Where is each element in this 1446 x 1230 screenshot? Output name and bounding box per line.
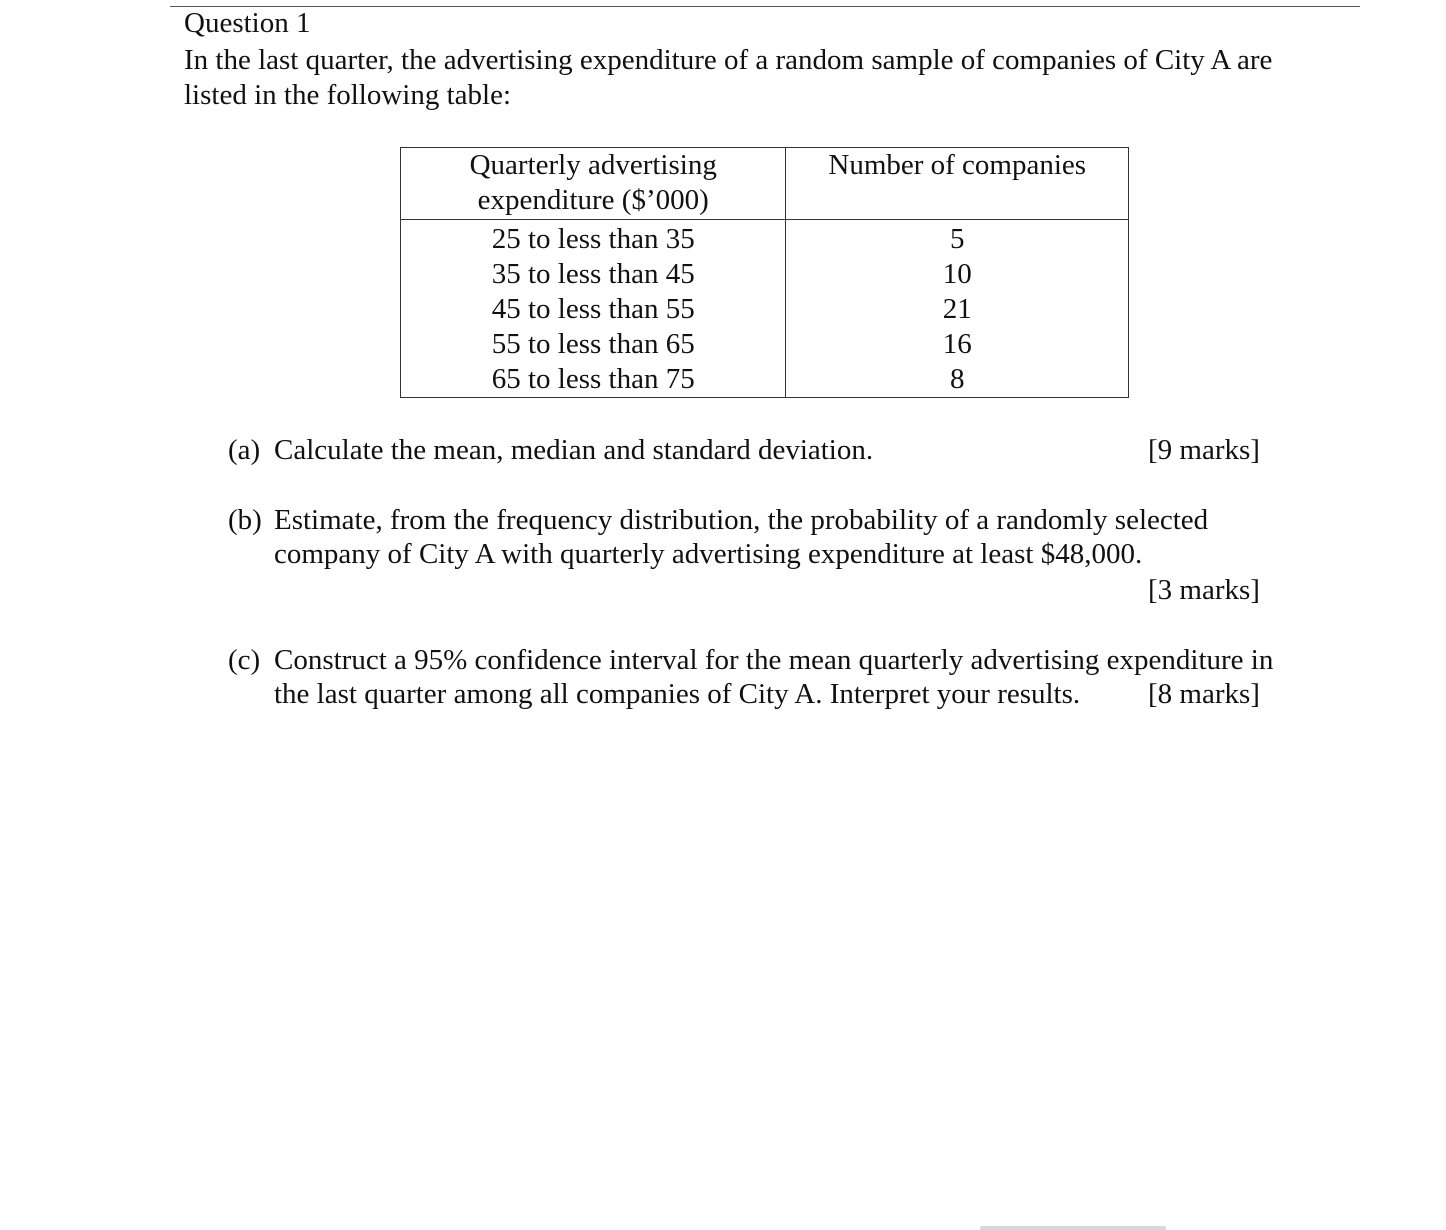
part-a-marks: [9 marks] [1148,434,1260,466]
header-expenditure [401,148,786,220]
table-row [401,292,1129,327]
header-expenditure-line-2: expenditure ($’000) [477,184,709,216]
table-row [401,257,1129,292]
count-cell: 21 [786,292,1129,327]
count-cell: 8 [786,362,1129,398]
part-b-marks: [3 marks] [1148,574,1260,606]
range-cell: 25 to less than 35 [401,220,786,258]
part-b-line-1: Estimate, from the frequency distribution, the probability of a randomly selected [274,504,1209,536]
question-intro [184,43,1346,113]
header-company-count: Number of companies [786,148,1129,220]
table-row [401,220,1129,258]
part-c-line-1: Construct a 95% confidence interval for the mean quarterly advertising expenditure in [274,644,1274,676]
table-header-row [401,148,1129,220]
intro-line-2: listed in the following table: [184,79,512,111]
range-cell: 35 to less than 45 [401,257,786,292]
table-row [401,327,1129,362]
count-cell: 10 [786,257,1129,292]
top-divider [170,6,1360,7]
header-expenditure-line-1: Quarterly advertising [469,149,717,181]
range-cell: 65 to less than 75 [401,362,786,398]
part-c-marks: [8 marks] [1148,678,1260,710]
intro-line-1: In the last quarter, the advertising expenditure of a random sample of companies of City A are [184,44,1273,76]
table-row [401,362,1129,398]
part-b-label: (b) [228,504,262,536]
part-a [228,433,1346,467]
scroll-indicator [980,1226,1166,1230]
part-b-line-2: company of City A with quarterly advertising expenditure at least $48,000. [274,538,1143,570]
part-c-label: (c) [228,644,261,676]
part-b [228,503,1346,606]
part-c [228,643,1346,711]
part-a-label: (a) [228,434,261,466]
count-cell: 5 [786,220,1129,258]
range-cell: 55 to less than 65 [401,327,786,362]
question-title: Question 1 [184,7,311,39]
part-b-text [274,503,1346,571]
part-a-text: Calculate the mean, median and standard deviation. [274,434,874,466]
part-c-line-2: the last quarter among all companies of City A. Interpret your results. [274,678,1081,710]
frequency-table [400,147,1129,398]
count-cell: 16 [786,327,1129,362]
range-cell: 45 to less than 55 [401,292,786,327]
